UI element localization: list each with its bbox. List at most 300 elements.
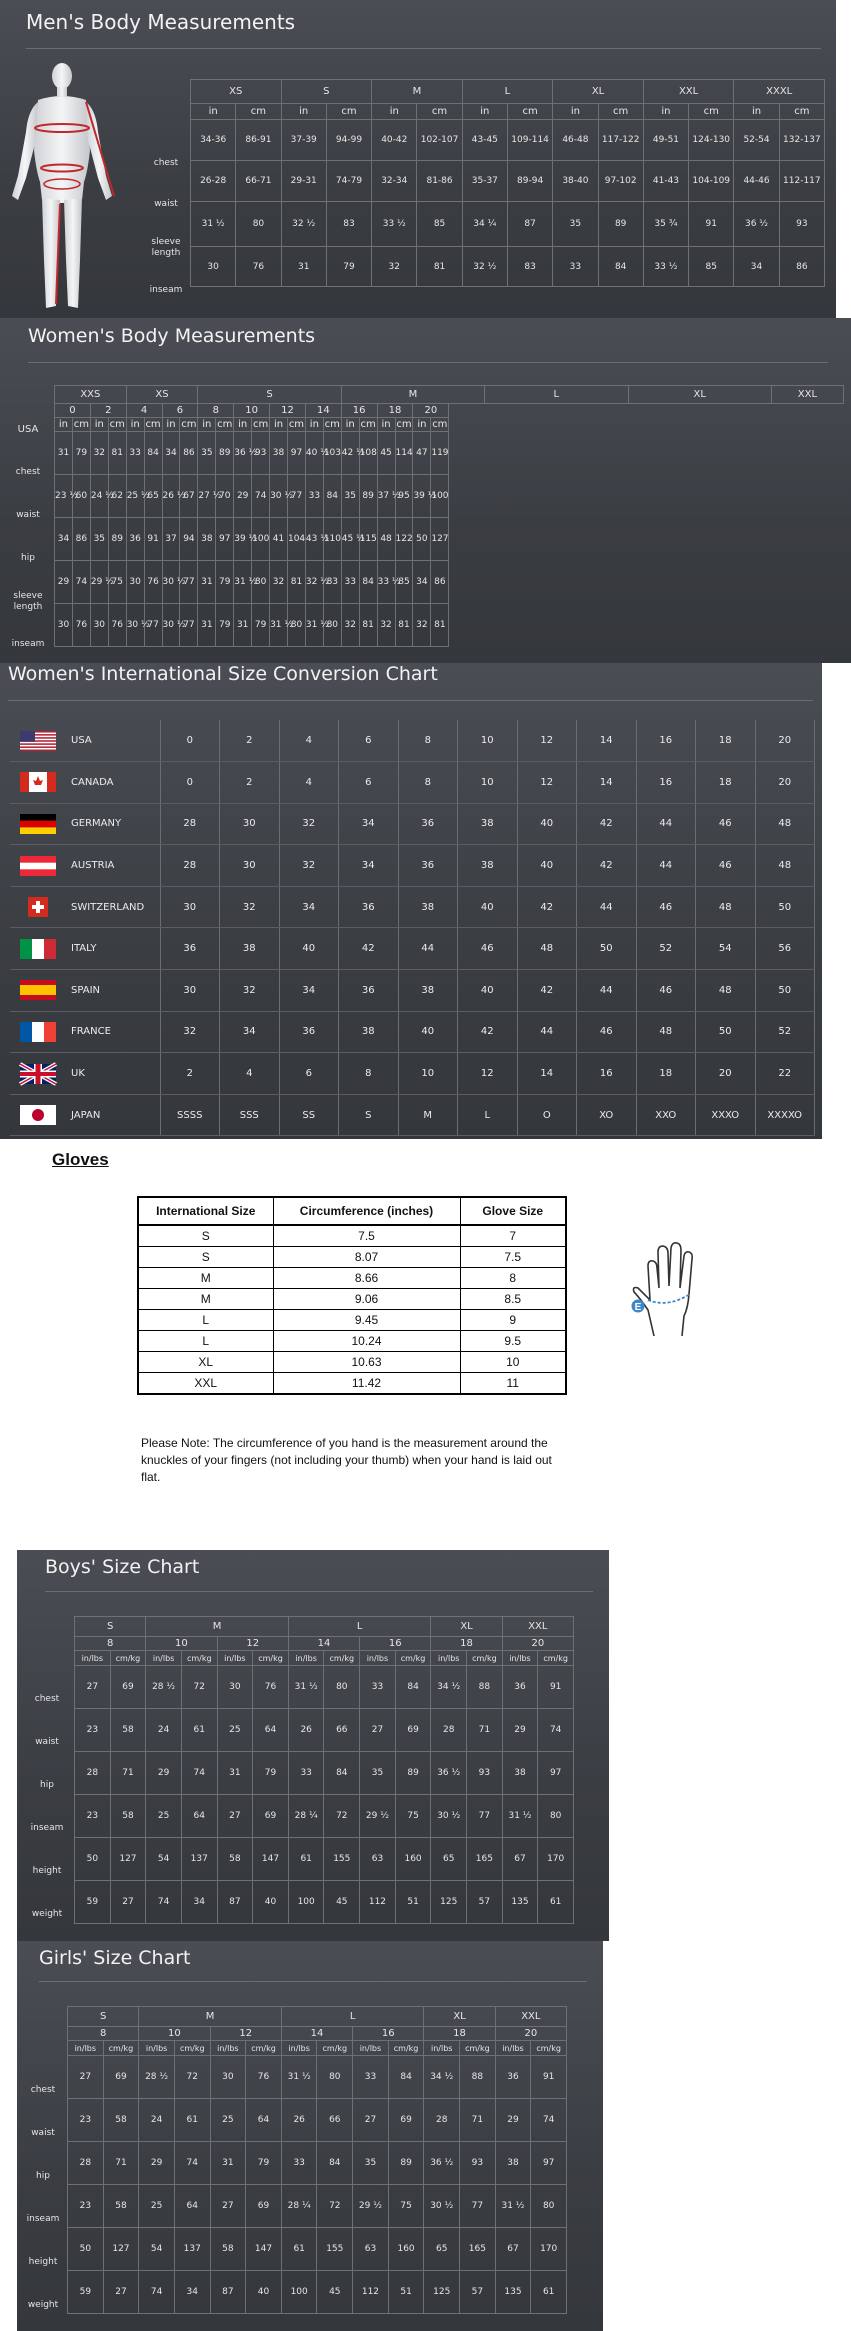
table-cell: 30 [55, 604, 73, 647]
gloves-note: Please Note: The circumference of you hand is the measurement around the knuckles of your fingers (not including your thumb) when your hand is laid out flat. [141, 1436, 552, 1484]
table-row [191, 247, 825, 287]
table-cell: 34 [279, 970, 339, 1012]
table-cell: 46 [636, 886, 696, 928]
usa-size-header: 6 [162, 404, 198, 418]
table-cell: 97 [216, 518, 234, 561]
table-row [138, 1247, 566, 1268]
table-cell: 14 [577, 720, 637, 762]
table-cell: 91 [689, 202, 734, 247]
table-cell: 170 [538, 1838, 574, 1881]
number-header: 10 [139, 2027, 210, 2041]
table-cell: S [138, 1247, 273, 1268]
table-cell: 29-31 [281, 161, 326, 202]
table-cell: 10 [398, 1053, 458, 1095]
table-cell: 43-45 [462, 120, 507, 161]
table-cell: 48 [636, 1011, 696, 1053]
table-cell: 81-86 [417, 161, 462, 202]
usa-flag-icon [20, 731, 56, 751]
table-cell: 31 [234, 604, 252, 647]
table-cell: 34 [55, 518, 73, 561]
unit-header: cm/kg [531, 2041, 567, 2056]
table-cell: 31 ½ [234, 561, 252, 604]
table-cell: 33 [281, 2142, 317, 2185]
table-cell: 79 [326, 247, 371, 287]
country-name: ITALY [65, 928, 160, 970]
table-cell: 91 [538, 1666, 574, 1709]
table-cell: 46-48 [553, 120, 598, 161]
table-cell: 10 [458, 720, 518, 762]
unit-header: cm/kg [181, 1651, 217, 1666]
table-cell: 61 [181, 1709, 217, 1752]
unit-header: in/lbs [360, 1651, 396, 1666]
table-cell: 77 [180, 604, 198, 647]
row-label [6, 580, 50, 623]
unit-header: cm/kg [538, 1651, 574, 1666]
table-cell: 80 [236, 202, 281, 247]
unit-header: in [413, 418, 431, 432]
usa-size-header: 12 [270, 404, 306, 418]
table-cell: 165 [467, 1838, 503, 1881]
country-name: GERMANY [65, 803, 160, 845]
table-cell: 44 [577, 886, 637, 928]
table-cell: 64 [174, 2185, 210, 2228]
table-cell: 9.5 [460, 1331, 566, 1352]
table-cell: 51 [388, 2271, 424, 2314]
table-cell: 114 [395, 432, 413, 475]
table-cell: 48 [755, 845, 815, 887]
japan-flag-icon [20, 1105, 56, 1125]
table-cell: 48 [696, 886, 756, 928]
row-label: inseam [30, 1823, 64, 1833]
table-cell: 22 [755, 1053, 815, 1095]
table-cell: 32 [160, 1011, 220, 1053]
men-row-labels [143, 143, 189, 308]
table-cell: 135 [495, 2271, 531, 2314]
table-cell: 2 [220, 762, 280, 804]
unit-header: cm [324, 419, 340, 430]
unit-header: cm/kg [110, 1651, 146, 1666]
size-header: XXXL [734, 80, 825, 104]
size-header: XL [628, 386, 771, 404]
table-cell: 28 ½ [139, 2056, 175, 2099]
row-label-sleeve: sleeve length [151, 236, 181, 258]
table-cell: 29 [146, 1752, 182, 1795]
table-cell: 31 ½ [191, 202, 236, 247]
table-row [191, 120, 825, 161]
table-cell: 85 [417, 202, 462, 247]
table-cell: 36 ½ [734, 202, 779, 247]
table-row [55, 561, 844, 604]
table-cell: 30 [160, 886, 220, 928]
table-cell: 38-40 [553, 161, 598, 202]
unit-header: in/lbs [281, 2041, 317, 2056]
table-cell: 35 [553, 202, 598, 247]
unit-header: in [462, 104, 507, 120]
table-cell: 37 ½ [377, 475, 395, 518]
table-cell: 37-39 [281, 120, 326, 161]
uk-flag-icon [20, 1064, 56, 1084]
table-cell: 12 [517, 720, 577, 762]
conversion-row [10, 1094, 815, 1136]
table-row [55, 432, 844, 475]
table-cell: 69 [253, 1795, 289, 1838]
table-cell: 76 [246, 2056, 282, 2099]
number-header: 18 [431, 1637, 502, 1651]
unit-header: in [341, 418, 359, 432]
table-cell: 72 [174, 2056, 210, 2099]
table-cell: 80 [287, 604, 305, 647]
table-cell: 87 [507, 202, 552, 247]
table-cell: 44-46 [734, 161, 779, 202]
table-cell: 32 [279, 845, 339, 887]
table-cell: 61 [174, 2099, 210, 2142]
table-row [68, 2185, 567, 2228]
unit-header: cm/kg [388, 2041, 424, 2056]
table-cell: 88 [460, 2056, 496, 2099]
table-cell: 87 [210, 2271, 246, 2314]
table-cell: 79 [72, 432, 90, 475]
size-header: M [341, 386, 484, 404]
table-cell: 74 [538, 1709, 574, 1752]
men-title-rule [26, 48, 821, 49]
table-cell: 8.07 [273, 1247, 460, 1268]
table-cell: 80 [538, 1795, 574, 1838]
table-cell: 8 [460, 1268, 566, 1289]
table-cell: 65 [431, 1838, 467, 1881]
table-cell: 29 ½ [353, 2185, 389, 2228]
men-measurements-panel [0, 0, 836, 318]
country-name: AUSTRIA [65, 845, 160, 887]
table-cell: 40 [246, 2271, 282, 2314]
table-cell: 40 [253, 1881, 289, 1924]
table-cell: 38 [198, 518, 216, 561]
table-cell: 100 [431, 475, 449, 518]
table-cell: 110 [323, 518, 341, 561]
table-cell: 67 [180, 475, 198, 518]
table-cell: 32 [413, 604, 431, 647]
table-cell: 34 [181, 1881, 217, 1924]
unit-header: cm [217, 419, 233, 430]
unit-header: cm/kg [317, 2041, 353, 2056]
row-label: waist [16, 510, 40, 520]
table-cell: L [138, 1310, 273, 1331]
size-header: S [281, 80, 372, 104]
size-header: S [68, 2007, 139, 2027]
table-cell: 28 [75, 1752, 111, 1795]
table-cell: 23 [75, 1709, 111, 1752]
table-cell: 32 [220, 970, 280, 1012]
table-cell: 28 ¼ [281, 2185, 317, 2228]
gloves-header: Glove Size [460, 1197, 566, 1225]
row-label: chest [30, 2085, 56, 2095]
usa-size-header: 8 [198, 404, 234, 418]
table-cell: 41-43 [643, 161, 688, 202]
unit-header: cm/kg [467, 1651, 503, 1666]
table-cell: 4 [279, 762, 339, 804]
table-cell: 33 [341, 561, 359, 604]
size-header: M [139, 2007, 282, 2027]
table-cell: 28 [431, 1709, 467, 1752]
table-cell: 28 ½ [146, 1666, 182, 1709]
table-cell: 30 [160, 970, 220, 1012]
table-cell: 34 ½ [424, 2056, 460, 2099]
table-row [75, 1666, 574, 1709]
unit-header: in [305, 418, 323, 432]
table-cell: 30 [126, 561, 144, 604]
size-header: XL [424, 2007, 495, 2027]
table-cell: 27 [103, 2271, 139, 2314]
table-cell: 6 [279, 1053, 339, 1095]
table-cell: 23 [75, 1795, 111, 1838]
table-cell: 59 [75, 1881, 111, 1924]
number-header: 10 [146, 1637, 217, 1651]
table-cell: 52-54 [734, 120, 779, 161]
table-cell: 97 [538, 1752, 574, 1795]
table-cell: 81 [359, 604, 377, 647]
table-cell: 32-34 [372, 161, 417, 202]
row-label: hip [40, 1780, 54, 1790]
table-cell: 46 [458, 928, 518, 970]
table-cell: 80 [531, 2185, 567, 2228]
table-cell: 30 [191, 247, 236, 287]
table-cell: 18 [696, 720, 756, 762]
unit-header: cm/kg [324, 1651, 360, 1666]
table-cell: 28 ¼ [288, 1795, 324, 1838]
size-header: XXL [771, 386, 843, 404]
table-cell: 74 [181, 1752, 217, 1795]
table-cell: 27 [68, 2056, 104, 2099]
table-cell: 39 ½ [234, 518, 252, 561]
table-cell: 31 ½ [495, 2185, 531, 2228]
table-cell: 94 [180, 518, 198, 561]
men-size-table [190, 79, 825, 287]
boys-panel [17, 1550, 609, 1941]
table-cell: 20 [755, 762, 815, 804]
table-cell: 10.63 [273, 1352, 460, 1373]
unit-header: in/lbs [431, 1651, 467, 1666]
table-cell: 32 [279, 803, 339, 845]
country-name: FRANCE [65, 1011, 160, 1053]
table-cell: 58 [103, 2099, 139, 2142]
table-cell: 0 [160, 762, 220, 804]
table-cell: 28 [160, 845, 220, 887]
table-cell: 89 [388, 2142, 424, 2185]
table-cell: 24 ½ [90, 475, 108, 518]
italy-flag-icon [20, 939, 56, 959]
row-label: inseam [26, 2214, 60, 2224]
unit-header: in [734, 104, 779, 120]
table-row [68, 2271, 567, 2314]
table-cell: 54 [139, 2228, 175, 2271]
row-label: weight [27, 2300, 59, 2310]
table-cell: 125 [424, 2271, 460, 2314]
table-cell: 137 [181, 1838, 217, 1881]
table-cell: 29 [234, 475, 252, 518]
table-row [68, 2142, 567, 2185]
table-cell: 102-107 [417, 120, 462, 161]
table-cell: 20 [755, 720, 815, 762]
table-cell: 71 [103, 2142, 139, 2185]
table-cell: 4 [279, 720, 339, 762]
table-cell: 72 [181, 1666, 217, 1709]
table-cell: 132-137 [779, 120, 824, 161]
table-row [138, 1289, 566, 1310]
table-cell: 24 [146, 1709, 182, 1752]
table-cell: 14 [577, 762, 637, 804]
table-cell: 38 [339, 1011, 399, 1053]
table-cell: 44 [577, 970, 637, 1012]
table-cell: 81 [395, 604, 413, 647]
table-cell: 57 [460, 2271, 496, 2314]
table-cell: 10 [460, 1352, 566, 1373]
table-cell: 52 [755, 1011, 815, 1053]
unit-header: cm [396, 419, 412, 430]
table-cell: 48 [517, 928, 577, 970]
table-cell: 36 [126, 518, 144, 561]
unit-header: cm [598, 104, 643, 120]
flag-cell [10, 803, 65, 845]
table-cell: 88 [467, 1666, 503, 1709]
table-cell: 14 [517, 1053, 577, 1095]
table-cell: 104 [287, 518, 305, 561]
table-cell: 74 [72, 561, 90, 604]
flag-cell [10, 1094, 65, 1136]
table-cell: 47 [413, 432, 431, 475]
table-cell: 58 [110, 1709, 146, 1752]
unit-header: cm [689, 104, 734, 120]
unit-header: cm/kg [246, 2041, 282, 2056]
boys-title: Boys' Size Chart [45, 1556, 200, 1578]
table-cell: 97 [531, 2142, 567, 2185]
table-cell: 58 [217, 1838, 253, 1881]
table-row [75, 1881, 574, 1924]
table-cell: 31 ½ [305, 604, 323, 647]
table-cell: 84 [324, 1752, 360, 1795]
table-cell: 34 [339, 803, 399, 845]
unit-header: cm [417, 104, 462, 120]
table-row [138, 1310, 566, 1331]
conversion-row [10, 845, 815, 887]
table-cell: 74 [174, 2142, 210, 2185]
table-cell: 31 [55, 432, 73, 475]
usa-size-header: 4 [126, 404, 162, 418]
conversion-row [10, 886, 815, 928]
table-cell: 34 [734, 247, 779, 287]
conversion-panel [0, 663, 822, 1139]
table-cell: 30 ½ [424, 2185, 460, 2228]
table-cell: 60 [72, 475, 90, 518]
table-cell: 119 [431, 432, 449, 475]
conversion-row [10, 970, 815, 1012]
table-cell: 84 [388, 2056, 424, 2099]
number-header: 18 [424, 2027, 495, 2041]
table-row [138, 1352, 566, 1373]
number-header: 12 [217, 1637, 288, 1651]
table-cell: 76 [72, 604, 90, 647]
table-cell: 48 [755, 803, 815, 845]
table-cell: 35 [198, 432, 216, 475]
table-cell: 72 [317, 2185, 353, 2228]
male-body-figure-icon [2, 60, 122, 316]
table-cell: 25 ½ [126, 475, 144, 518]
women-size-table [54, 385, 844, 647]
table-cell: 89 [598, 202, 643, 247]
table-cell: 16 [636, 720, 696, 762]
table-cell: 25 [139, 2185, 175, 2228]
table-cell: 127 [431, 518, 449, 561]
switzerland-flag-icon [20, 897, 56, 917]
table-cell: S [138, 1225, 273, 1247]
table-cell: 69 [246, 2185, 282, 2228]
table-cell: 42 [517, 886, 577, 928]
table-cell: 81 [431, 604, 449, 647]
number-header: 14 [288, 1637, 359, 1651]
number-header: 8 [75, 1637, 146, 1651]
unit-header: in [90, 418, 108, 432]
table-cell: 112 [360, 1881, 396, 1924]
table-cell: 23 [68, 2099, 104, 2142]
table-cell: 112-117 [779, 161, 824, 202]
table-cell: 7 [460, 1225, 566, 1247]
table-cell: 27 [217, 1795, 253, 1838]
table-row [191, 202, 825, 247]
usa-size-header: 20 [413, 404, 449, 418]
table-cell: 34 [279, 886, 339, 928]
row-label: weight [31, 1909, 63, 1919]
table-cell: 74 [531, 2099, 567, 2142]
table-cell: 77 [144, 604, 162, 647]
table-cell: 89 [359, 475, 377, 518]
number-header: 20 [502, 1637, 573, 1651]
table-cell: 40 [279, 928, 339, 970]
table-cell: 42 [458, 1011, 518, 1053]
table-cell: 80 [324, 1666, 360, 1709]
table-cell: 25 [146, 1795, 182, 1838]
table-cell: 34 ¼ [462, 202, 507, 247]
table-cell: 75 [108, 561, 126, 604]
size-header: M [372, 80, 463, 104]
austria-flag-icon [20, 856, 56, 876]
girls-panel [17, 1941, 603, 2331]
number-header: 14 [281, 2027, 352, 2041]
row-label: height [28, 2257, 58, 2267]
table-cell: 31 [210, 2142, 246, 2185]
unit-header: cm [360, 419, 376, 430]
row-label: chest [34, 1694, 60, 1704]
size-header: XL [553, 80, 644, 104]
unit-header: in [377, 418, 395, 432]
flag-cell [10, 1053, 65, 1095]
unit-header: in/lbs [75, 1651, 111, 1666]
table-cell: 40 [458, 970, 518, 1012]
table-cell: 33 [126, 432, 144, 475]
table-cell: M [398, 1094, 458, 1136]
table-cell: 27 [110, 1881, 146, 1924]
table-cell: 35 [353, 2142, 389, 2185]
table-cell: 61 [531, 2271, 567, 2314]
table-cell: 34 [339, 845, 399, 887]
table-row [75, 1709, 574, 1752]
usa-size-header: 0 [55, 404, 91, 418]
table-cell: 36 [398, 845, 458, 887]
table-cell: 33 [305, 475, 323, 518]
table-row [75, 1795, 574, 1838]
table-cell: 40 [458, 886, 518, 928]
table-cell: 57 [467, 1881, 503, 1924]
table-cell: 72 [324, 1795, 360, 1838]
women-title-rule [28, 362, 828, 363]
table-cell: 97 [287, 432, 305, 475]
